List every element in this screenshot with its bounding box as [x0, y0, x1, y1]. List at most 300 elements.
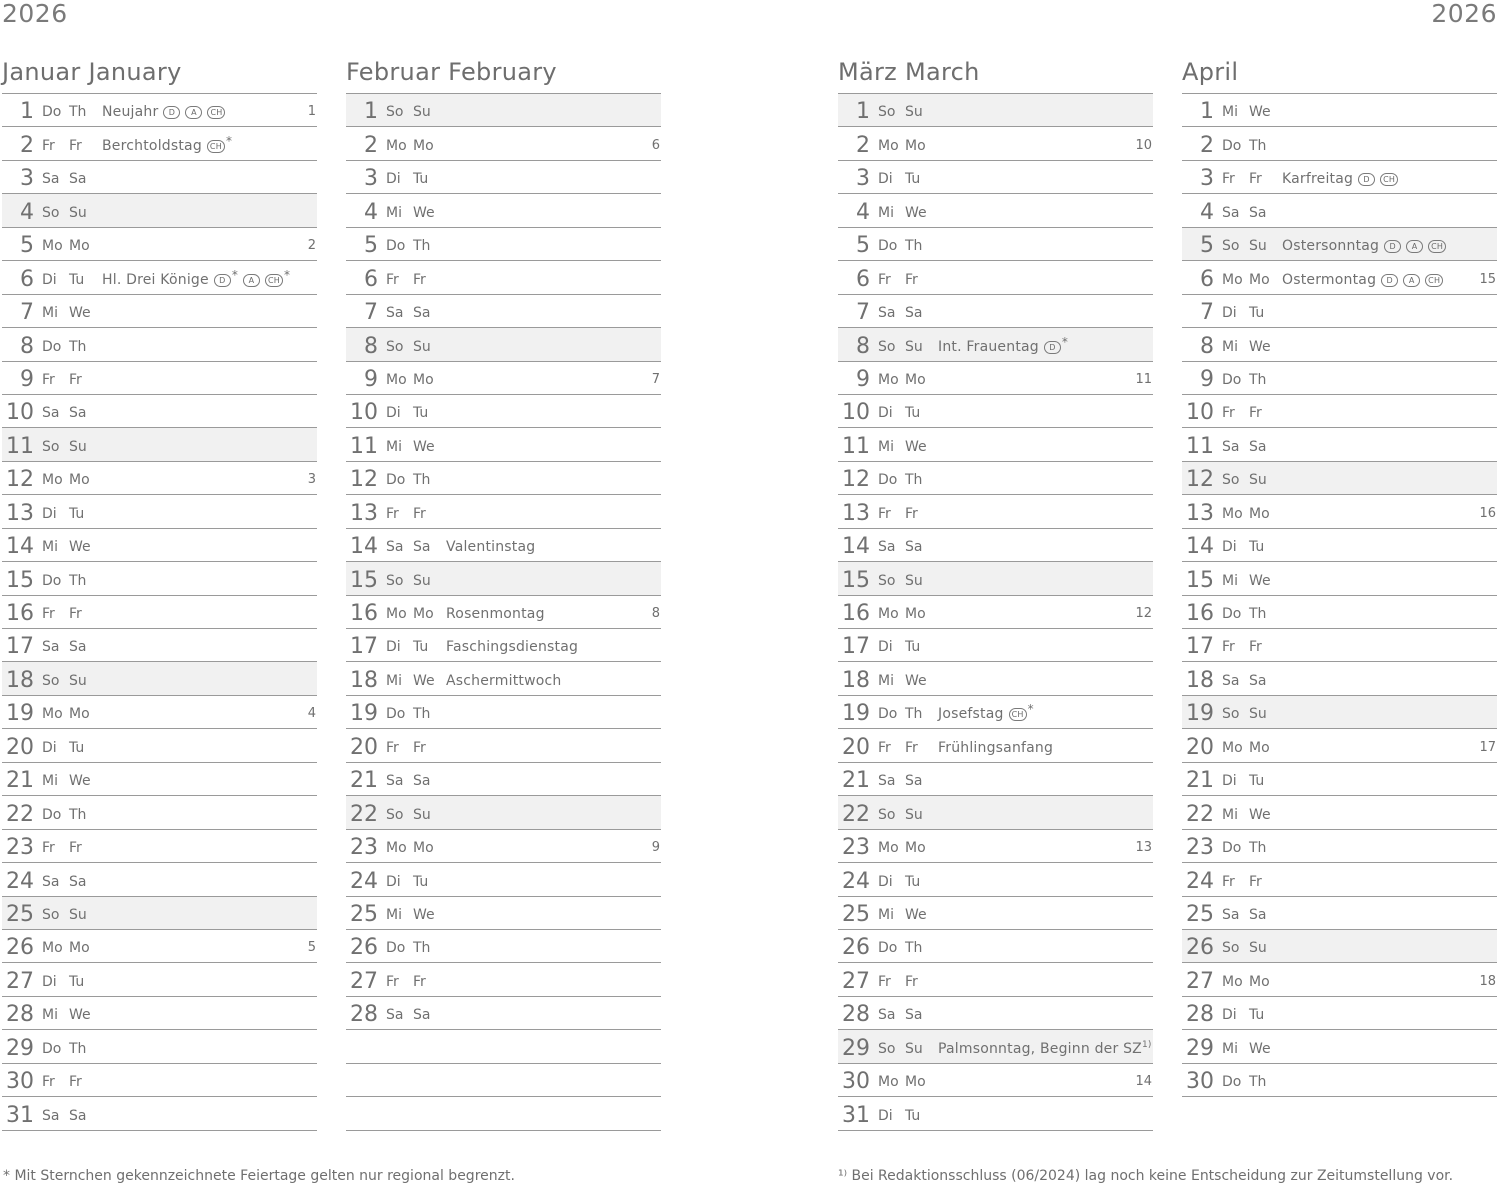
day-number: 3 [364, 166, 378, 192]
day-row [838, 1064, 1153, 1097]
day-row [346, 529, 661, 562]
weekday-english: We [413, 204, 435, 221]
weekday-german: Fr [386, 271, 399, 288]
week-number: 3 [307, 472, 316, 488]
day-number: 4 [1200, 199, 1214, 225]
weekday-english: Su [905, 572, 923, 589]
weekday-english: Mo [413, 606, 434, 622]
day-number: 25 [350, 901, 378, 927]
weekday-english: Sa [69, 873, 87, 890]
regional-star: * [1061, 334, 1069, 349]
month-title: März March [838, 58, 980, 86]
country-badge: A [1406, 240, 1423, 253]
week-number: 16 [1479, 505, 1496, 521]
weekday-german: Mi [1222, 338, 1238, 355]
day-row [1182, 362, 1497, 395]
weekday-german: Fr [386, 973, 399, 990]
weekday-german: So [878, 806, 896, 823]
day-number: 25 [842, 901, 870, 927]
holiday-name: Aschermittwoch [446, 672, 562, 689]
weekday-german: Di [42, 739, 57, 756]
day-row [2, 897, 317, 930]
day-number: 10 [1186, 400, 1214, 426]
week-number: 7 [651, 371, 660, 387]
holiday [1282, 238, 1446, 254]
footnote-daylight-saving: ¹⁾ Bei Redaktionsschluss (06/2024) lag noch keine Entscheidung zur Zeitumstellung vor. [838, 1168, 1454, 1184]
weekday-english: Th [69, 806, 87, 823]
day-number: 25 [1186, 901, 1214, 927]
weekday-english: Fr [69, 606, 82, 622]
day-number: 7 [856, 300, 870, 326]
weekday-german: Fr [42, 840, 55, 857]
weekday-english: We [69, 539, 91, 556]
weekday-german: Di [386, 171, 401, 188]
day-row [1182, 395, 1497, 428]
weekday-english: Sa [413, 773, 431, 790]
weekday-german: Sa [386, 305, 404, 322]
day-row [838, 194, 1153, 227]
weekday-german: Do [1222, 371, 1242, 388]
weekday-german: Mi [386, 906, 402, 923]
weekday-english: Su [413, 806, 431, 823]
weekday-german: Mo [878, 137, 899, 154]
day-row [2, 763, 317, 796]
holiday-name: Josefstag [938, 706, 1004, 723]
day-row [2, 930, 317, 963]
weekday-english: Mo [69, 238, 90, 255]
day-number: 4 [20, 199, 34, 225]
weekday-english: We [69, 773, 91, 790]
day-row [1182, 295, 1497, 328]
weekday-german: Mo [42, 940, 63, 957]
weekday-german: Do [1222, 840, 1242, 857]
day-row [346, 830, 661, 863]
weekday-german: Fr [42, 606, 55, 622]
holiday-name: Berchtoldstag [102, 137, 202, 154]
weekday-english: Sa [905, 539, 923, 556]
day-number: 16 [6, 601, 34, 626]
weekday-german: Fr [878, 973, 891, 990]
day-row [346, 596, 661, 629]
weekday-english: Mo [69, 706, 90, 723]
footnote-regional-holidays: * Mit Sternchen gekennzeichnete Feiertage gelten nur regional begrenzt. [3, 1168, 515, 1184]
day-row [346, 729, 661, 762]
country-badge: D [1044, 341, 1061, 354]
weekday-german: Fr [386, 505, 399, 522]
day-row [2, 830, 317, 863]
day-number: 24 [6, 868, 34, 894]
day-number: 19 [1186, 701, 1214, 727]
weekday-english: Su [1249, 238, 1267, 255]
day-number: 15 [1186, 567, 1214, 593]
day-row [1182, 428, 1497, 461]
day-number: 27 [350, 968, 378, 994]
day-number: 21 [350, 768, 378, 794]
weekday-english: Th [1249, 606, 1267, 622]
day-row [838, 529, 1153, 562]
day-number: 5 [364, 233, 378, 259]
day-number: 15 [350, 567, 378, 593]
week-number: 15 [1479, 271, 1496, 287]
day-row [1182, 562, 1497, 595]
day-row [838, 629, 1153, 662]
day-row [346, 562, 661, 595]
weekday-german: Do [878, 472, 898, 489]
weekday-english: Sa [413, 1007, 431, 1024]
weekday-english: Sa [905, 305, 923, 322]
weekday-english: Tu [413, 873, 429, 890]
holiday [938, 702, 1034, 722]
day-row [1182, 1064, 1497, 1097]
day-row [2, 261, 317, 294]
weekday-english: Fr [69, 137, 82, 154]
day-number: 15 [6, 567, 34, 593]
weekday-english: We [69, 1007, 91, 1024]
day-row [346, 228, 661, 261]
day-row [838, 696, 1153, 729]
weekday-german: So [878, 104, 896, 121]
weekday-english: We [1249, 1040, 1271, 1057]
day-row [2, 462, 317, 495]
day-number: 18 [6, 667, 34, 693]
day-number: 6 [856, 266, 870, 292]
day-row [838, 796, 1153, 829]
day-number: 12 [1186, 467, 1214, 493]
weekday-english: Mo [905, 606, 926, 622]
day-row [1182, 194, 1497, 227]
weekday-german: So [1222, 238, 1240, 255]
weekday-german: Do [1222, 606, 1242, 622]
weekday-english: We [413, 438, 435, 455]
weekday-german: Mi [1222, 806, 1238, 823]
holiday-name: Palmsonntag, Beginn der SZ [938, 1040, 1142, 1057]
holiday [446, 639, 578, 655]
day-row [838, 462, 1153, 495]
weekday-english: Th [1249, 371, 1267, 388]
day-number: 10 [842, 400, 870, 426]
weekday-german: Mi [878, 204, 894, 221]
weekday-german: Mi [878, 438, 894, 455]
weekday-english: Fr [69, 371, 82, 388]
weekday-english: We [1249, 104, 1271, 121]
day-number: 18 [842, 667, 870, 693]
weekday-english: Tu [69, 973, 85, 990]
weekday-english: Mo [905, 371, 926, 388]
weekday-german: So [42, 672, 60, 689]
day-row [1182, 261, 1497, 294]
holiday-name: Valentinstag [446, 539, 536, 556]
day-row [2, 963, 317, 996]
day-number: 29 [6, 1035, 34, 1061]
weekday-english: Tu [905, 873, 921, 890]
weekday-german: Mo [386, 137, 407, 154]
day-number: 8 [364, 333, 378, 359]
month-february [346, 58, 661, 1028]
weekday-german: Di [386, 873, 401, 890]
day-number: 3 [20, 166, 34, 192]
day-row [1182, 729, 1497, 762]
weekday-english: Sa [905, 773, 923, 790]
weekday-german: Sa [42, 873, 60, 890]
weekday-english: Th [413, 472, 431, 489]
holiday-name: Rosenmontag [446, 606, 545, 622]
day-row [1182, 796, 1497, 829]
holiday-name: Ostermontag [1282, 271, 1377, 288]
day-row [1182, 662, 1497, 695]
weekday-english: Tu [905, 1107, 921, 1124]
day-row [838, 1030, 1153, 1063]
weekday-english: Su [69, 204, 87, 221]
weekday-german: Di [42, 271, 57, 288]
weekday-english: Mo [69, 472, 90, 489]
day-number: 31 [842, 1102, 870, 1128]
week-number: 4 [307, 706, 316, 722]
day-number: 14 [842, 534, 870, 560]
weekday-german: Fr [878, 505, 891, 522]
weekday-english: Fr [1249, 405, 1262, 422]
day-number: 13 [6, 500, 34, 526]
week-number: 6 [651, 137, 660, 153]
day-number: 18 [350, 667, 378, 693]
weekday-german: Sa [42, 639, 60, 656]
weekday-german: So [878, 572, 896, 589]
day-row [346, 295, 661, 328]
weekday-german: Di [1222, 305, 1237, 322]
weekday-english: Su [413, 104, 431, 121]
day-row [2, 629, 317, 662]
weekday-german: So [878, 1040, 896, 1057]
day-row [346, 863, 661, 896]
weekday-german: So [42, 204, 60, 221]
day-row [838, 1097, 1153, 1130]
day-number: 27 [842, 968, 870, 994]
day-number: 2 [1200, 132, 1214, 158]
day-row [1182, 997, 1497, 1030]
weekday-german: Do [386, 940, 406, 957]
weekday-german: Mi [42, 1007, 58, 1024]
weekday-german: Mo [386, 606, 407, 622]
day-number: 28 [350, 1002, 378, 1028]
day-number: 19 [350, 701, 378, 727]
day-number: 20 [6, 734, 34, 760]
weekday-german: Mo [1222, 973, 1243, 990]
day-row [2, 796, 317, 829]
year-left: 2026 [2, 0, 68, 28]
day-row [346, 796, 661, 829]
weekday-english: Mo [413, 371, 434, 388]
weekday-english: Th [413, 238, 431, 255]
country-badge: A [1403, 274, 1420, 287]
day-number: 17 [1186, 634, 1214, 660]
weekday-english: Sa [69, 1107, 87, 1124]
weekday-german: Sa [42, 171, 60, 188]
weekday-english: Mo [69, 940, 90, 957]
day-number: 29 [842, 1035, 870, 1061]
day-row [1182, 94, 1497, 127]
day-number: 16 [350, 601, 378, 626]
day-number: 6 [364, 266, 378, 292]
day-row [2, 194, 317, 227]
day-row [346, 462, 661, 495]
day-row [346, 328, 661, 361]
weekday-german: So [386, 572, 404, 589]
day-number: 9 [1200, 366, 1214, 392]
weekday-german: Mo [878, 840, 899, 857]
day-row [1182, 830, 1497, 863]
day-row [838, 830, 1153, 863]
weekday-english: Su [413, 572, 431, 589]
day-row [346, 94, 661, 127]
country-badge: A [185, 106, 202, 119]
weekday-german: Mo [878, 1074, 899, 1091]
weekday-german: Mi [386, 204, 402, 221]
weekday-german: Di [878, 873, 893, 890]
weekday-german: Fr [1222, 639, 1235, 656]
weekday-english: We [905, 438, 927, 455]
day-row [346, 362, 661, 395]
weekday-english: Sa [413, 305, 431, 322]
day-row [2, 596, 317, 629]
weekday-german: Mo [878, 371, 899, 388]
day-number: 14 [350, 534, 378, 560]
week-number: 18 [1479, 973, 1496, 989]
regional-star: * [231, 267, 239, 282]
country-badge: D [1358, 173, 1375, 186]
weekday-german: Di [878, 171, 893, 188]
weekday-german: Sa [1222, 204, 1240, 221]
day-row [1182, 863, 1497, 896]
weekday-german: Di [1222, 539, 1237, 556]
weekday-english: Su [905, 338, 923, 355]
day-row [838, 328, 1153, 361]
weekday-german: Sa [1222, 672, 1240, 689]
weekday-english: Tu [1249, 305, 1265, 322]
day-number: 8 [20, 333, 34, 359]
weekday-english: We [905, 204, 927, 221]
day-row [838, 428, 1153, 461]
day-number: 23 [1186, 835, 1214, 861]
weekday-english: Su [1249, 940, 1267, 957]
day-row [1182, 462, 1497, 495]
weekday-english: Fr [413, 973, 426, 990]
day-row [2, 662, 317, 695]
day-row [2, 161, 317, 194]
day-number: 16 [842, 601, 870, 626]
day-row [2, 1030, 317, 1063]
weekday-german: Fr [878, 739, 891, 756]
weekday-english: Fr [69, 840, 82, 857]
weekday-english: Fr [905, 973, 918, 990]
day-row [838, 997, 1153, 1030]
holiday [102, 134, 232, 154]
weekday-english: Sa [905, 1007, 923, 1024]
day-number: 10 [350, 400, 378, 426]
weekday-german: Sa [878, 1007, 896, 1024]
weekday-german: Mi [386, 438, 402, 455]
day-number: 3 [1200, 166, 1214, 192]
day-number: 11 [1186, 433, 1214, 459]
day-number: 1 [364, 99, 378, 125]
weekday-english: Th [69, 572, 87, 589]
day-row [1182, 696, 1497, 729]
country-badge: CH [1425, 274, 1443, 287]
day-row [2, 729, 317, 762]
day-number: 24 [350, 868, 378, 894]
weekday-german: Sa [42, 405, 60, 422]
weekday-english: Th [905, 472, 923, 489]
regional-star: * [1027, 702, 1034, 717]
weekday-english: Fr [905, 271, 918, 288]
weekday-english: Su [69, 672, 87, 689]
weekday-english: Sa [1249, 204, 1267, 221]
day-row [1182, 529, 1497, 562]
day-number: 12 [350, 467, 378, 493]
weekday-german: Do [42, 338, 62, 355]
day-number: 4 [364, 199, 378, 225]
regional-star: * [284, 267, 291, 282]
weekday-english: Mo [1249, 739, 1270, 756]
day-row [1182, 763, 1497, 796]
day-row [2, 696, 317, 729]
weekday-english: Mo [413, 137, 434, 154]
holiday [446, 673, 561, 689]
day-row [2, 997, 317, 1030]
day-number: 17 [842, 634, 870, 660]
day-number: 17 [350, 634, 378, 660]
day-row [1182, 161, 1497, 194]
day-number: 9 [856, 366, 870, 392]
month-january [2, 58, 317, 1128]
weekday-english: Tu [69, 505, 85, 522]
weekday-english: Fr [413, 505, 426, 522]
country-badge: CH [265, 274, 283, 287]
day-number: 25 [6, 901, 34, 927]
day-row [838, 662, 1153, 695]
day-row [346, 1097, 661, 1130]
weekday-german: Mo [386, 371, 407, 388]
week-number: 2 [307, 238, 316, 254]
weekday-english: Th [413, 940, 431, 957]
weekday-english: Sa [413, 539, 431, 556]
day-number: 4 [856, 199, 870, 225]
day-row [838, 161, 1153, 194]
day-row [2, 1064, 317, 1097]
day-row [1182, 897, 1497, 930]
day-row [346, 1064, 661, 1097]
weekday-german: Do [1222, 137, 1242, 154]
country-badge: D [1381, 274, 1398, 287]
weekday-english: Th [905, 706, 923, 723]
month-title: Januar January [2, 58, 182, 86]
weekday-german: Mi [42, 773, 58, 790]
day-row [838, 94, 1153, 127]
day-row [346, 963, 661, 996]
holiday [102, 104, 225, 120]
holiday [446, 606, 545, 622]
day-row [838, 763, 1153, 796]
day-number: 28 [6, 1002, 34, 1028]
weekday-german: Mo [878, 606, 899, 622]
day-number: 22 [1186, 801, 1214, 827]
day-number: 8 [856, 333, 870, 359]
weekday-german: Di [386, 405, 401, 422]
day-row [346, 495, 661, 528]
holiday-name: Int. Frauentag [938, 338, 1039, 355]
holiday-name: Faschingsdienstag [446, 639, 579, 656]
week-number: 8 [651, 606, 660, 621]
weekday-german: Sa [878, 305, 896, 322]
weekday-english: Su [1249, 706, 1267, 723]
